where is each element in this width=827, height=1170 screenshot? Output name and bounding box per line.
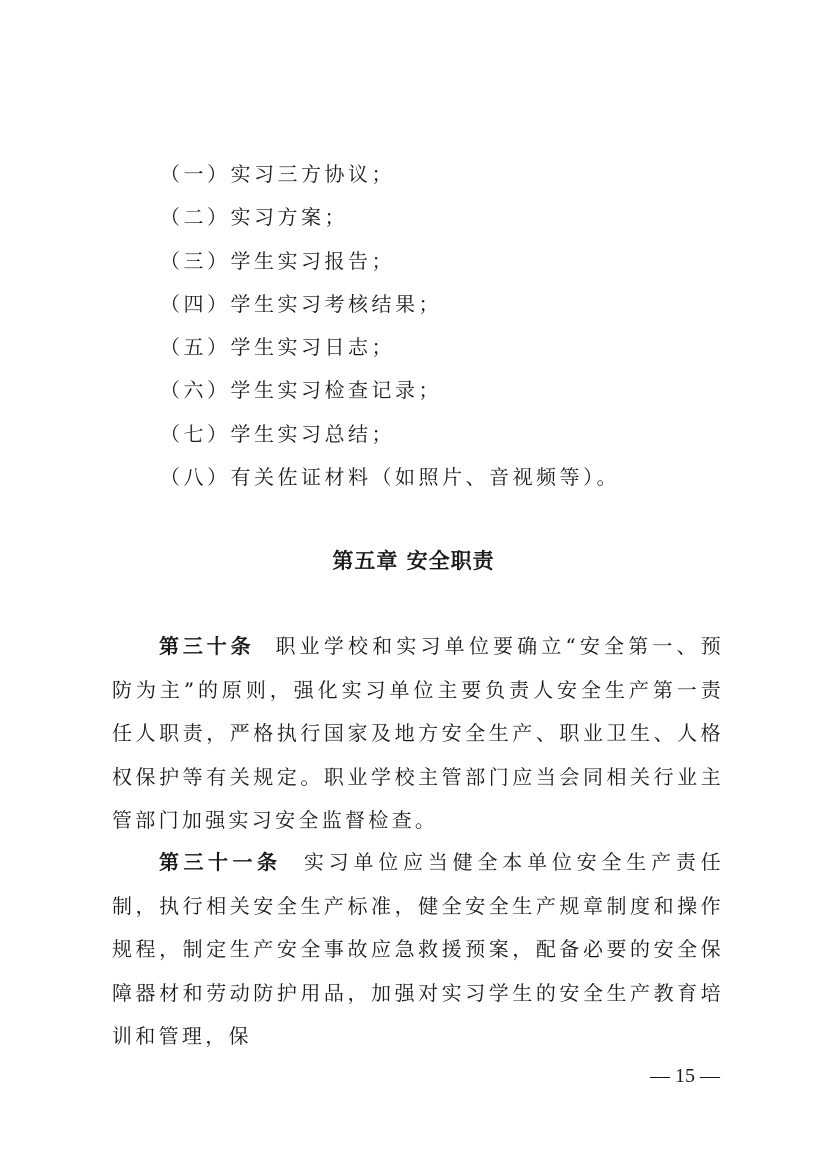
list-item-3: （三）学生实习报告； xyxy=(160,249,395,273)
list-item-1: （一）实习三方协议； xyxy=(160,162,395,186)
list-item-4: （四）学生实习考核结果； xyxy=(160,292,442,316)
chapter-title: 第五章 安全职责 xyxy=(332,549,495,573)
article-30-title: 第三十条 xyxy=(159,634,255,658)
article-31-text: 实习单位应当健全本单位安全生产责任制，执行相关安全生产标准，健全安全生产规章制度和操作规程，制定生产安全事故应急救援预案，配备必要的安全保障器材和劳动防护用品，加强对实习学生的安全生产教育培训和管理，保 xyxy=(112,850,724,1048)
list-item-7: （七）学生实习总结； xyxy=(160,422,395,446)
article-31 xyxy=(112,841,724,1059)
list-item-5: （五）学生实习日志； xyxy=(160,335,395,359)
list-item-8: （八）有关佐证材料（如照片、音视频等）。 xyxy=(160,465,620,489)
article-31-title: 第三十一条 xyxy=(159,850,282,874)
article-30 xyxy=(112,625,724,843)
list-item-6: （六）学生实习检查记录； xyxy=(160,378,442,402)
list-item-2: （二）实习方案； xyxy=(160,205,348,229)
article-30-text: 职业学校和实习单位要确立“安全第一、预防为主”的原则，强化实习单位主要负责人安全生产第一责任人职责，严格执行国家及地方安全生产、职业卫生、人格权保护等有关规定。职业学校主管部门应当会同相关行业主管部门加强实习安全监督检查。 xyxy=(112,634,724,832)
page-number: — 15 — xyxy=(650,1065,720,1087)
